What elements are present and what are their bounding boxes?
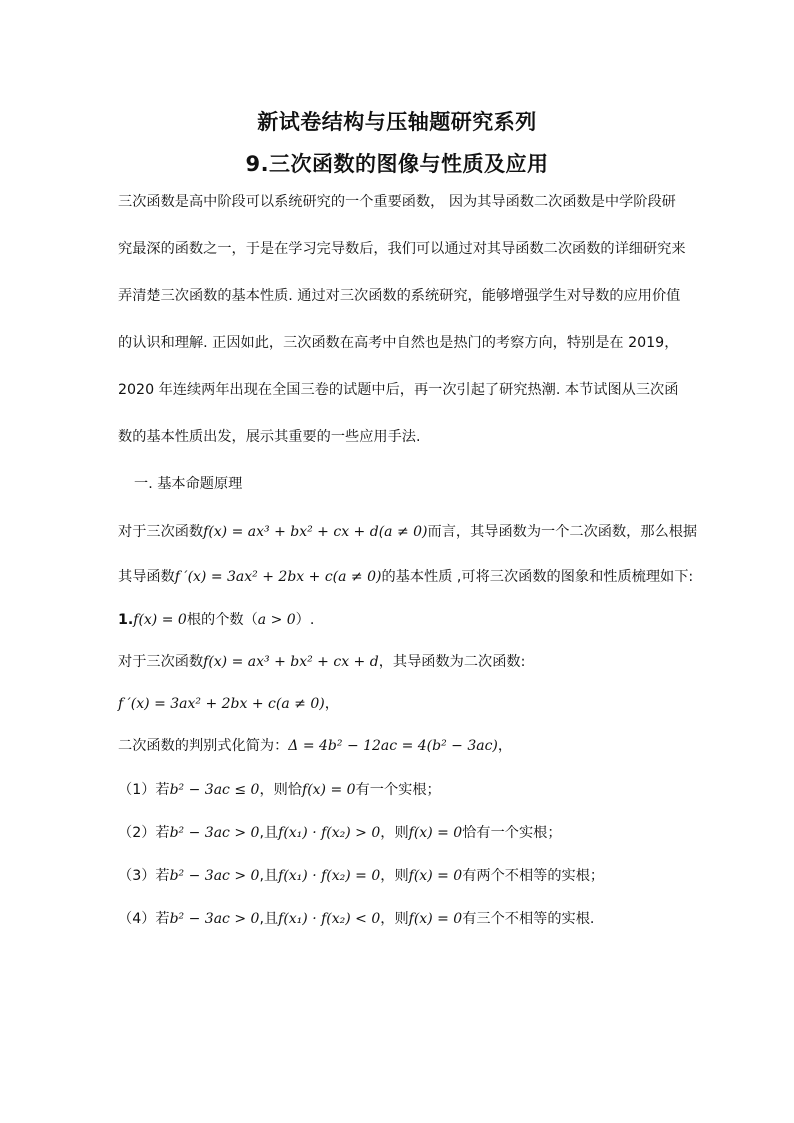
case-result: 有三个不相等的实根. (462, 911, 595, 927)
intro-line-6: 数的基本性质出发，展示其重要的一些应用手法. (118, 429, 421, 445)
text-span: 对于三次函数 (118, 654, 204, 670)
case-label: （4）若 (118, 911, 170, 927)
equation-fx-zero: f(x) = 0 (133, 612, 187, 628)
paragraph-discriminant (118, 736, 512, 756)
case-2 (118, 823, 562, 843)
intro-line-3: 弄清楚三次函数的基本性质. 通过对三次函数的系统研究，能够增强学生对导数的应用价值 (118, 288, 681, 304)
case-result: 有两个不相等的实根； (462, 868, 605, 884)
text-span: ，则 (380, 868, 409, 884)
intro-line-5: 2020 年连续两年出现在全国三卷的试题中后，再一次引起了研究热潮. 本节试图从三次函 (118, 382, 679, 398)
text-span: ， (324, 696, 339, 712)
case-equation: f(x) = 0 (408, 868, 463, 884)
case-equation: f(x) = 0 (408, 911, 463, 927)
discriminant-formula: Δ = 4b² − 12ac = 4(b² − 3ac) (288, 738, 498, 754)
text-span: 二次函数的判别式化简为： (118, 738, 289, 754)
case-equation: f(x) = 0 (302, 782, 356, 798)
cubic-formula-general: f(x) = ax³ + bx² + cx + d (203, 654, 379, 670)
case-product: f(x₁) · f(x₂) = 0 (278, 868, 381, 884)
text-span: 的基本性质 ,可将三次函数的图象和性质梳理如下: (381, 569, 694, 585)
case-product: f(x₁) · f(x₂) > 0 (278, 825, 381, 841)
text-span: ,且 (259, 868, 279, 884)
text-span: 其导函数 (118, 569, 175, 585)
paragraph-derivative (118, 567, 693, 587)
paragraph-derivative-formula (118, 694, 339, 714)
case-label: （1）若 (118, 782, 170, 798)
text-span: ,且 (259, 911, 279, 927)
case-result: 有一个实根； (355, 782, 441, 798)
text-span: ,且 (259, 825, 279, 841)
text-span: ， (497, 738, 513, 754)
derivative-formula-general: f ′(x) = 3ax² + 2bx + c(a ≠ 0) (118, 696, 325, 712)
case-equation: f(x) = 0 (408, 825, 463, 841)
condition-a-positive: a > 0 (257, 612, 296, 628)
case-label: （2）若 (118, 825, 170, 841)
item-1-heading (118, 610, 314, 630)
text-span: ）. (295, 612, 315, 628)
text-span: 对于三次函数 (118, 524, 204, 540)
text-span: ，则恰 (259, 782, 303, 798)
intro-line-1: 三次函数是高中阶段可以系统研究的一个重要函数， 因为其导函数二次函数是中学阶段研 (118, 194, 676, 210)
derivative-formula: f ′(x) = 3ax² + 2bx + c(a ≠ 0) (174, 569, 382, 585)
section-heading: 一. 基本命题原理 (134, 476, 243, 492)
case-product: f(x₁) · f(x₂) < 0 (278, 911, 381, 927)
paragraph-cubic-general (118, 652, 525, 672)
text-span: ，则 (380, 911, 409, 927)
text-span: 而言，其导函数为一个二次函数，那么根据 (427, 524, 698, 540)
case-3 (118, 866, 604, 886)
paragraph-cubic-definition (118, 522, 697, 542)
document-title: 新试卷结构与压轴题研究系列 (257, 110, 537, 134)
case-condition: b² − 3ac > 0 (169, 911, 260, 927)
text-span: ，其导函数为二次函数: (378, 654, 526, 670)
case-result: 恰有一个实根； (462, 825, 562, 841)
case-4 (118, 909, 594, 929)
case-condition: b² − 3ac > 0 (169, 825, 260, 841)
item-label: 1. (118, 612, 134, 628)
text-span: 根的个数（ (186, 612, 258, 628)
case-condition: b² − 3ac > 0 (169, 868, 260, 884)
case-1 (118, 780, 441, 800)
case-label: （3）若 (118, 868, 170, 884)
intro-line-2: 究最深的函数之一，于是在学习完导数后，我们可以通过对其导函数二次函数的详细研究来 (118, 241, 686, 257)
case-condition: b² − 3ac ≤ 0 (169, 782, 260, 798)
document-subtitle: 9.三次函数的图像与性质及应用 (245, 152, 549, 176)
intro-line-4: 的认识和理解. 正因如此，三次函数在高考中自然也是热门的考察方向，特别是在 2019， (118, 335, 679, 351)
text-span: ，则 (380, 825, 409, 841)
cubic-formula: f(x) = ax³ + bx² + cx + d(a ≠ 0) (203, 524, 428, 540)
